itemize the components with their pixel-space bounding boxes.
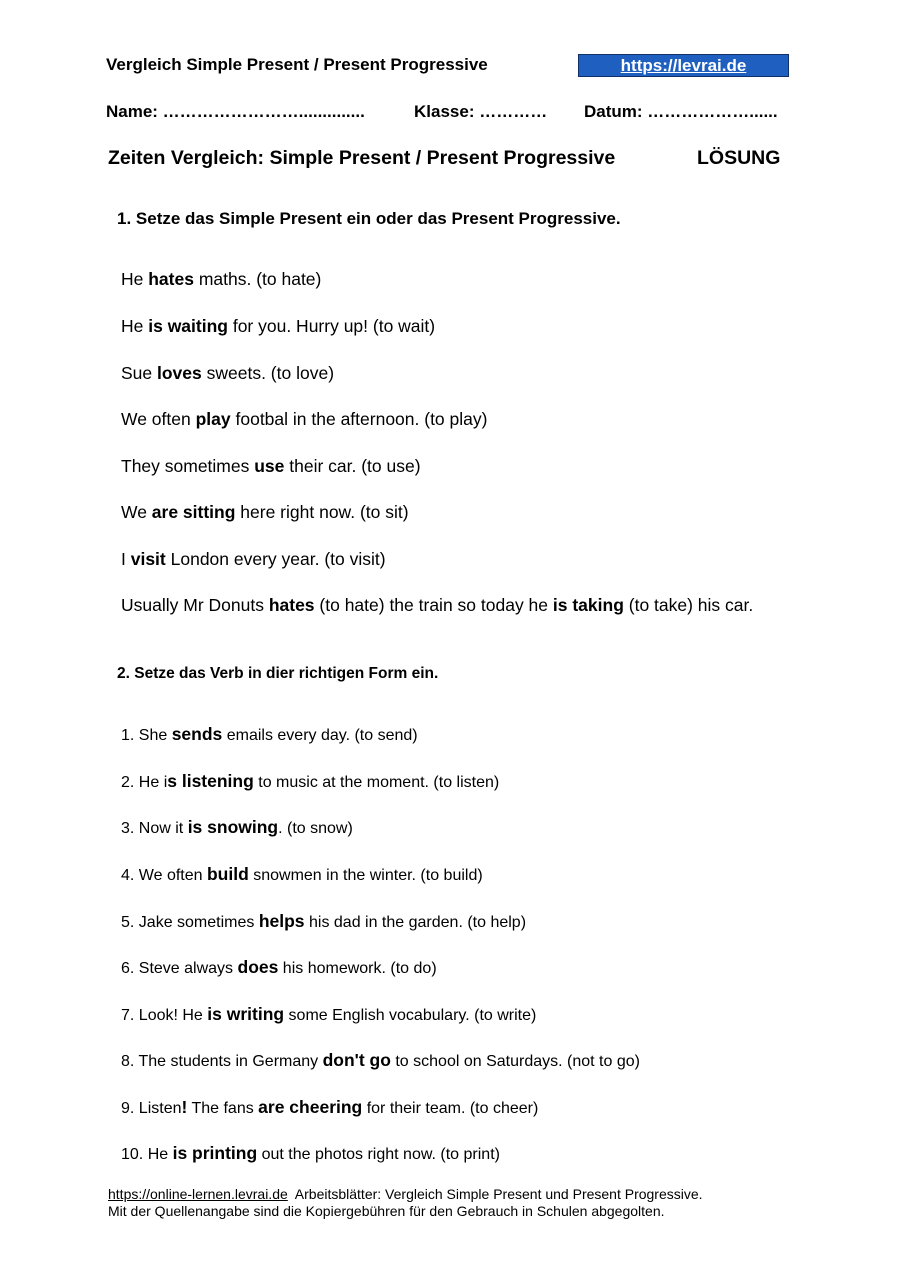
footer-line-2: Mit der Quellenangabe sind die Kopiergebühren für den Gebrauch in Schulen abgegolten. [108, 1203, 665, 1219]
answer-verb: sends [171, 724, 223, 744]
answer-verb: is writing [207, 1004, 285, 1024]
answer-verb: hates [148, 269, 194, 289]
sentence-text: 8. The students in Germany [121, 1053, 323, 1070]
answer-verb: use [254, 456, 285, 476]
sentence-text: He [121, 316, 149, 336]
sentence-text: his homework. (to do) [278, 960, 437, 977]
answer-verb: s listening [167, 771, 254, 791]
exercise-1-sentence [121, 269, 321, 290]
sentence-text: 9. Listen [121, 1100, 182, 1117]
sentence-text: 10. He [121, 1146, 173, 1163]
footer-line-1 [108, 1186, 703, 1202]
section-1-title: 1. Setze das Simple Present ein oder das Present Progressive. [117, 209, 621, 228]
sentence-text: 1. She [121, 727, 172, 744]
sentence-text: 6. Steve always [121, 960, 238, 977]
exercise-2-sentence [121, 1004, 536, 1025]
sentence-text: out the photos right now. (to print) [257, 1146, 500, 1163]
sentence-text: 2. He i [121, 774, 168, 791]
answer-verb: loves [157, 363, 202, 383]
answer-verb: play [195, 409, 231, 429]
answer-verb: don't go [322, 1050, 391, 1070]
sentence-text: He [121, 269, 149, 289]
exercise-1-sentence [121, 316, 435, 337]
sentence-text: here right now. (to sit) [235, 502, 409, 522]
sentence-text: (to take) his car. [623, 595, 754, 615]
sentence-text: They sometimes [121, 456, 255, 476]
answer-verb: ! [181, 1097, 188, 1117]
sentence-text: their car. (to use) [284, 456, 421, 476]
sentence-text: We [121, 502, 152, 522]
sentence-text: 7. Look! He [121, 1007, 208, 1024]
exercise-2-sentence [121, 1097, 538, 1118]
exercise-1-sentence [121, 409, 487, 430]
footer-line-1-text: Arbeitsblätter: Vergleich Simple Present und Present Progressive. [287, 1186, 703, 1202]
answer-verb: hates [268, 595, 315, 615]
sentence-text: for their team. (to cheer) [362, 1100, 539, 1117]
exercise-1-sentence [121, 595, 753, 616]
exercise-1-sentence [121, 363, 334, 384]
answer-verb: is printing [172, 1143, 258, 1163]
datum-field: Datum: ………………...... [584, 102, 778, 121]
sentence-text: emails every day. (to send) [222, 727, 418, 744]
solution-label: LÖSUNG [697, 147, 781, 169]
exercise-1-sentence [121, 549, 386, 570]
answer-verb: visit [130, 549, 166, 569]
answer-verb: helps [258, 911, 305, 931]
answer-verb: are sitting [151, 502, 236, 522]
sentence-text: maths. (to hate) [193, 269, 322, 289]
sentence-text: footbal in the afternoon. (to play) [230, 409, 488, 429]
answer-verb: is snowing [187, 817, 279, 837]
sentence-text: for you. Hurry up! (to wait) [227, 316, 436, 336]
exercise-2-sentence [121, 817, 353, 838]
answer-verb: build [206, 864, 249, 884]
answer-verb: does [237, 957, 279, 977]
sentence-text: We often [121, 409, 196, 429]
footer-link[interactable]: https://online-lernen.levrai.de [108, 1186, 288, 1202]
sentence-text: some English vocabulary. (to write) [284, 1007, 537, 1024]
exercise-2-sentence [121, 957, 437, 978]
sentence-text: 3. Now it [121, 820, 188, 837]
sentence-text: (to hate) the train so today he [314, 595, 553, 615]
sentence-text: his dad in the garden. (to help) [304, 914, 527, 931]
sentence-text: snowmen in the winter. (to build) [248, 867, 483, 884]
section-2-title: 2. Setze das Verb in dier richtigen Form ein. [117, 665, 439, 682]
sentence-text: The fans [187, 1100, 259, 1117]
exercise-2-sentence [121, 1050, 640, 1071]
sentence-text: London every year. (to visit) [165, 549, 386, 569]
exercise-2-sentence [121, 864, 483, 885]
answer-verb: are cheering [258, 1097, 363, 1117]
sentence-text: to school on Saturdays. (not to go) [390, 1053, 640, 1070]
name-field: Name: …………………….............. [106, 102, 365, 121]
sentence-text: Usually Mr Donuts [121, 595, 269, 615]
exercise-1-sentence [121, 456, 421, 477]
exercise-2-sentence [121, 1143, 500, 1164]
sentence-text: I [121, 549, 131, 569]
exercise-2-sentence [121, 911, 526, 932]
answer-verb: is taking [552, 595, 624, 615]
sentence-text: Sue [121, 363, 157, 383]
sentence-text: sweets. (to love) [201, 363, 335, 383]
page-title: Zeiten Vergleich: Simple Present / Present Progressive [108, 147, 616, 169]
exercise-2-sentence [121, 724, 418, 745]
sentence-text: . (to snow) [278, 820, 353, 837]
levrai-link[interactable]: https://levrai.de [578, 54, 789, 77]
exercise-2-sentence [121, 771, 499, 792]
sentence-text: to music at the moment. (to listen) [253, 774, 500, 791]
sentence-text: 5. Jake sometimes [121, 914, 259, 931]
exercise-1-sentence [121, 502, 409, 523]
answer-verb: is waiting [148, 316, 228, 336]
sentence-text: 4. We often [121, 867, 207, 884]
klasse-field: Klasse: ………… [414, 102, 548, 121]
worksheet-header-title: Vergleich Simple Present / Present Progressive [106, 55, 488, 74]
